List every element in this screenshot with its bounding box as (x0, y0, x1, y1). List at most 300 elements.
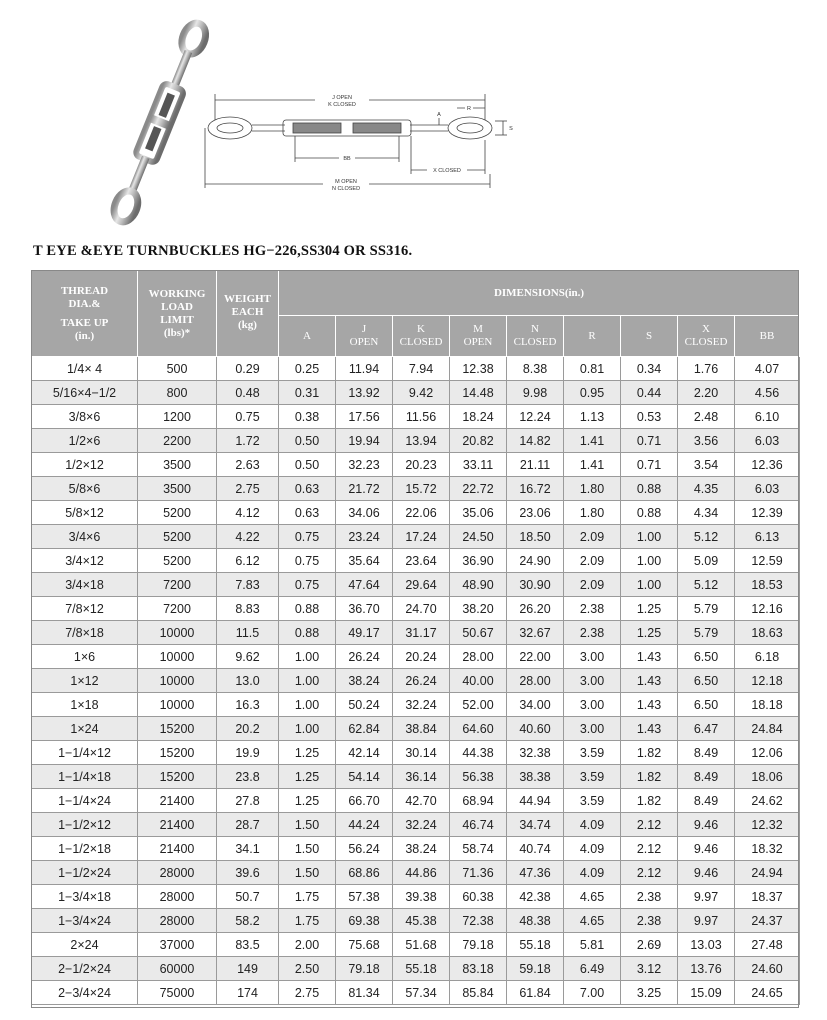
cell-m-open: 33.11 (450, 453, 507, 477)
cell-j-open: 81.34 (336, 981, 393, 1005)
cell-k-closed: 17.24 (393, 525, 450, 549)
cell-weight: 13.0 (217, 669, 279, 693)
cell-weight: 4.12 (217, 501, 279, 525)
cell-s: 2.12 (621, 837, 678, 861)
header-weight: WEIGHT EACH (kg) (217, 271, 279, 357)
cell-k-closed: 20.23 (393, 453, 450, 477)
cell-a: 0.75 (279, 573, 336, 597)
cell-r: 3.00 (564, 717, 621, 741)
cell-k-closed: 39.38 (393, 885, 450, 909)
cell-thread: 5/16×4−1/2 (32, 381, 138, 405)
cell-thread: 2−1/2×24 (32, 957, 138, 981)
cell-working-load-limit: 37000 (138, 933, 217, 957)
cell-thread: 1×6 (32, 645, 138, 669)
header-m-open: M OPEN (450, 316, 507, 357)
cell-x-closed: 13.03 (678, 933, 735, 957)
cell-n-closed: 38.38 (507, 765, 564, 789)
cell-a: 1.00 (279, 693, 336, 717)
cell-m-open: 36.90 (450, 549, 507, 573)
cell-j-open: 32.23 (336, 453, 393, 477)
table-row (32, 717, 800, 741)
cell-n-closed: 42.38 (507, 885, 564, 909)
cell-j-open: 38.24 (336, 669, 393, 693)
cell-bb: 6.03 (735, 429, 800, 453)
label-r: R (467, 106, 471, 112)
cell-bb: 24.94 (735, 861, 800, 885)
cell-weight: 149 (217, 957, 279, 981)
cell-bb: 12.16 (735, 597, 800, 621)
cell-s: 1.00 (621, 525, 678, 549)
cell-a: 2.75 (279, 981, 336, 1005)
cell-working-load-limit: 28000 (138, 909, 217, 933)
cell-r: 1.41 (564, 429, 621, 453)
cell-k-closed: 22.06 (393, 501, 450, 525)
cell-x-closed: 9.97 (678, 909, 735, 933)
table-row (32, 621, 800, 645)
cell-weight: 34.1 (217, 837, 279, 861)
cell-k-closed: 45.38 (393, 909, 450, 933)
cell-k-closed: 15.72 (393, 477, 450, 501)
cell-r: 3.00 (564, 669, 621, 693)
cell-r: 5.81 (564, 933, 621, 957)
cell-m-open: 68.94 (450, 789, 507, 813)
cell-working-load-limit: 500 (138, 357, 217, 381)
cell-thread: 2−3/4×24 (32, 981, 138, 1005)
cell-s: 2.12 (621, 861, 678, 885)
cell-n-closed: 55.18 (507, 933, 564, 957)
cell-working-load-limit: 28000 (138, 861, 217, 885)
cell-thread: 3/4×12 (32, 549, 138, 573)
header-a: A (279, 316, 336, 357)
cell-m-open: 40.00 (450, 669, 507, 693)
cell-bb: 24.84 (735, 717, 800, 741)
cell-m-open: 44.38 (450, 741, 507, 765)
cell-n-closed: 40.60 (507, 717, 564, 741)
cell-weight: 83.5 (217, 933, 279, 957)
cell-thread: 5/8×6 (32, 477, 138, 501)
cell-bb: 27.48 (735, 933, 800, 957)
cell-k-closed: 30.14 (393, 741, 450, 765)
cell-thread: 1/4× 4 (32, 357, 138, 381)
cell-bb: 12.59 (735, 549, 800, 573)
cell-m-open: 58.74 (450, 837, 507, 861)
cell-k-closed: 57.34 (393, 981, 450, 1005)
cell-working-load-limit: 1200 (138, 405, 217, 429)
cell-bb: 18.06 (735, 765, 800, 789)
cell-x-closed: 8.49 (678, 741, 735, 765)
cell-r: 1.80 (564, 501, 621, 525)
cell-bb: 6.18 (735, 645, 800, 669)
label-k-closed: K CLOSED (328, 102, 356, 108)
table-row (32, 477, 800, 501)
header-working-load-limit: WORKING LOAD LIMIT (lbs)* (138, 271, 217, 357)
cell-x-closed: 8.49 (678, 765, 735, 789)
cell-thread: 1×18 (32, 693, 138, 717)
cell-bb: 4.07 (735, 357, 800, 381)
cell-s: 0.88 (621, 501, 678, 525)
cell-thread: 7/8×12 (32, 597, 138, 621)
cell-thread: 1/2×6 (32, 429, 138, 453)
cell-r: 1.41 (564, 453, 621, 477)
cell-s: 0.44 (621, 381, 678, 405)
cell-s: 1.00 (621, 549, 678, 573)
cell-thread: 3/8×6 (32, 405, 138, 429)
cell-working-load-limit: 3500 (138, 453, 217, 477)
cell-m-open: 14.48 (450, 381, 507, 405)
cell-x-closed: 4.35 (678, 477, 735, 501)
cell-k-closed: 38.84 (393, 717, 450, 741)
cell-weight: 6.12 (217, 549, 279, 573)
cell-r: 0.95 (564, 381, 621, 405)
cell-k-closed: 36.14 (393, 765, 450, 789)
cell-j-open: 69.38 (336, 909, 393, 933)
table-row (32, 741, 800, 765)
cell-m-open: 72.38 (450, 909, 507, 933)
cell-r: 3.59 (564, 741, 621, 765)
cell-a: 1.25 (279, 741, 336, 765)
cell-working-load-limit: 7200 (138, 597, 217, 621)
cell-a: 1.00 (279, 669, 336, 693)
cell-bb: 12.06 (735, 741, 800, 765)
cell-x-closed: 2.20 (678, 381, 735, 405)
cell-thread: 1/2×12 (32, 453, 138, 477)
cell-m-open: 56.38 (450, 765, 507, 789)
cell-k-closed: 13.94 (393, 429, 450, 453)
cell-n-closed: 26.20 (507, 597, 564, 621)
cell-n-closed: 61.84 (507, 981, 564, 1005)
cell-k-closed: 32.24 (393, 693, 450, 717)
cell-n-closed: 47.36 (507, 861, 564, 885)
cell-x-closed: 9.46 (678, 861, 735, 885)
cell-working-load-limit: 15200 (138, 717, 217, 741)
table-row (32, 381, 800, 405)
cell-k-closed: 24.70 (393, 597, 450, 621)
cell-r: 3.00 (564, 693, 621, 717)
cell-a: 0.38 (279, 405, 336, 429)
cell-s: 1.43 (621, 669, 678, 693)
cell-s: 2.12 (621, 813, 678, 837)
cell-bb: 6.13 (735, 525, 800, 549)
cell-r: 7.00 (564, 981, 621, 1005)
cell-bb: 24.65 (735, 981, 800, 1005)
table-row (32, 597, 800, 621)
cell-x-closed: 1.76 (678, 357, 735, 381)
cell-k-closed: 20.24 (393, 645, 450, 669)
cell-working-load-limit: 75000 (138, 981, 217, 1005)
table-row (32, 837, 800, 861)
cell-working-load-limit: 5200 (138, 549, 217, 573)
cell-j-open: 21.72 (336, 477, 393, 501)
cell-s: 2.38 (621, 885, 678, 909)
table-row (32, 405, 800, 429)
cell-r: 1.13 (564, 405, 621, 429)
cell-thread: 1−1/4×24 (32, 789, 138, 813)
cell-a: 1.75 (279, 885, 336, 909)
cell-n-closed: 48.38 (507, 909, 564, 933)
cell-weight: 58.2 (217, 909, 279, 933)
cell-x-closed: 3.56 (678, 429, 735, 453)
label-s: S (509, 126, 513, 132)
cell-a: 1.50 (279, 837, 336, 861)
cell-n-closed: 21.11 (507, 453, 564, 477)
cell-j-open: 54.14 (336, 765, 393, 789)
cell-j-open: 36.70 (336, 597, 393, 621)
cell-n-closed: 30.90 (507, 573, 564, 597)
cell-k-closed: 42.70 (393, 789, 450, 813)
cell-s: 1.25 (621, 597, 678, 621)
label-m-open: M OPEN (335, 179, 357, 185)
cell-x-closed: 9.97 (678, 885, 735, 909)
cell-m-open: 24.50 (450, 525, 507, 549)
cell-s: 1.82 (621, 741, 678, 765)
cell-k-closed: 32.24 (393, 813, 450, 837)
cell-x-closed: 8.49 (678, 789, 735, 813)
cell-working-load-limit: 800 (138, 381, 217, 405)
cell-k-closed: 51.68 (393, 933, 450, 957)
cell-n-closed: 8.38 (507, 357, 564, 381)
cell-r: 2.38 (564, 597, 621, 621)
cell-r: 4.09 (564, 861, 621, 885)
cell-working-load-limit: 10000 (138, 645, 217, 669)
dimension-diagram (195, 80, 535, 195)
cell-weight: 16.3 (217, 693, 279, 717)
cell-working-load-limit: 28000 (138, 885, 217, 909)
cell-m-open: 48.90 (450, 573, 507, 597)
cell-j-open: 11.94 (336, 357, 393, 381)
cell-n-closed: 40.74 (507, 837, 564, 861)
cell-r: 2.38 (564, 621, 621, 645)
table-row (32, 909, 800, 933)
cell-r: 1.80 (564, 477, 621, 501)
header-s: S (621, 316, 678, 357)
cell-bb: 18.32 (735, 837, 800, 861)
cell-thread: 1−3/4×18 (32, 885, 138, 909)
cell-k-closed: 55.18 (393, 957, 450, 981)
header-dimensions: DIMENSIONS(in.) (279, 271, 800, 316)
cell-weight: 0.75 (217, 405, 279, 429)
cell-bb: 18.53 (735, 573, 800, 597)
cell-j-open: 42.14 (336, 741, 393, 765)
cell-n-closed: 34.00 (507, 693, 564, 717)
cell-bb: 18.63 (735, 621, 800, 645)
cell-m-open: 79.18 (450, 933, 507, 957)
table-row (32, 861, 800, 885)
cell-n-closed: 44.94 (507, 789, 564, 813)
cell-s: 2.69 (621, 933, 678, 957)
cell-j-open: 35.64 (336, 549, 393, 573)
cell-k-closed: 7.94 (393, 357, 450, 381)
table-row (32, 501, 800, 525)
cell-thread: 1×24 (32, 717, 138, 741)
cell-n-closed: 32.67 (507, 621, 564, 645)
cell-bb: 6.10 (735, 405, 800, 429)
cell-j-open: 49.17 (336, 621, 393, 645)
cell-thread: 2×24 (32, 933, 138, 957)
cell-n-closed: 12.24 (507, 405, 564, 429)
cell-x-closed: 5.12 (678, 573, 735, 597)
cell-m-open: 64.60 (450, 717, 507, 741)
cell-k-closed: 29.64 (393, 573, 450, 597)
label-x-closed: X CLOSED (433, 168, 461, 174)
cell-a: 0.50 (279, 453, 336, 477)
header-bb: BB (735, 316, 800, 357)
cell-x-closed: 6.50 (678, 693, 735, 717)
cell-x-closed: 6.47 (678, 717, 735, 741)
cell-working-load-limit: 3500 (138, 477, 217, 501)
cell-bb: 12.36 (735, 453, 800, 477)
cell-r: 3.59 (564, 789, 621, 813)
cell-thread: 7/8×18 (32, 621, 138, 645)
header-thread: THREAD DIA.& TAKE UP (in.) (32, 271, 138, 357)
table-row (32, 453, 800, 477)
cell-a: 1.25 (279, 765, 336, 789)
cell-weight: 27.8 (217, 789, 279, 813)
header-k-closed: K CLOSED (393, 316, 450, 357)
cell-j-open: 13.92 (336, 381, 393, 405)
cell-m-open: 35.06 (450, 501, 507, 525)
cell-j-open: 44.24 (336, 813, 393, 837)
table-row (32, 981, 800, 1005)
label-bb: BB (343, 156, 351, 162)
cell-j-open: 23.24 (336, 525, 393, 549)
page-title: T EYE &EYE TURNBUCKLES HG−226,SS304 OR SS316. (33, 243, 413, 259)
cell-weight: 28.7 (217, 813, 279, 837)
cell-k-closed: 23.64 (393, 549, 450, 573)
cell-x-closed: 13.76 (678, 957, 735, 981)
cell-x-closed: 9.46 (678, 837, 735, 861)
cell-r: 2.09 (564, 573, 621, 597)
header-x-closed: X CLOSED (678, 316, 735, 357)
cell-weight: 7.83 (217, 573, 279, 597)
cell-m-open: 83.18 (450, 957, 507, 981)
cell-j-open: 62.84 (336, 717, 393, 741)
cell-bb: 4.56 (735, 381, 800, 405)
cell-weight: 1.72 (217, 429, 279, 453)
table-row (32, 693, 800, 717)
cell-k-closed: 11.56 (393, 405, 450, 429)
cell-a: 0.25 (279, 357, 336, 381)
label-j-open: J OPEN (332, 95, 352, 101)
cell-s: 3.12 (621, 957, 678, 981)
cell-a: 0.88 (279, 621, 336, 645)
cell-weight: 19.9 (217, 741, 279, 765)
cell-r: 4.09 (564, 813, 621, 837)
cell-a: 1.25 (279, 789, 336, 813)
cell-a: 1.50 (279, 861, 336, 885)
cell-s: 0.53 (621, 405, 678, 429)
cell-weight: 2.75 (217, 477, 279, 501)
cell-x-closed: 5.09 (678, 549, 735, 573)
cell-x-closed: 5.79 (678, 597, 735, 621)
cell-a: 1.00 (279, 717, 336, 741)
cell-a: 0.31 (279, 381, 336, 405)
cell-m-open: 12.38 (450, 357, 507, 381)
cell-x-closed: 4.34 (678, 501, 735, 525)
cell-a: 0.75 (279, 549, 336, 573)
cell-a: 0.63 (279, 477, 336, 501)
header-n-closed: N CLOSED (507, 316, 564, 357)
table-row (32, 357, 800, 381)
cell-r: 2.09 (564, 549, 621, 573)
table-row (32, 813, 800, 837)
cell-bb: 12.39 (735, 501, 800, 525)
cell-r: 4.65 (564, 909, 621, 933)
cell-weight: 50.7 (217, 885, 279, 909)
cell-s: 0.71 (621, 453, 678, 477)
cell-n-closed: 22.00 (507, 645, 564, 669)
table-row (32, 645, 800, 669)
cell-r: 3.59 (564, 765, 621, 789)
cell-k-closed: 44.86 (393, 861, 450, 885)
cell-j-open: 75.68 (336, 933, 393, 957)
cell-a: 2.50 (279, 957, 336, 981)
cell-thread: 3/4×18 (32, 573, 138, 597)
cell-weight: 39.6 (217, 861, 279, 885)
cell-x-closed: 5.12 (678, 525, 735, 549)
cell-working-load-limit: 10000 (138, 693, 217, 717)
header-j-open: J OPEN (336, 316, 393, 357)
cell-n-closed: 14.82 (507, 429, 564, 453)
cell-x-closed: 6.50 (678, 669, 735, 693)
cell-r: 4.65 (564, 885, 621, 909)
cell-j-open: 68.86 (336, 861, 393, 885)
cell-s: 1.43 (621, 693, 678, 717)
cell-weight: 0.29 (217, 357, 279, 381)
cell-n-closed: 9.98 (507, 381, 564, 405)
table-row (32, 957, 800, 981)
cell-r: 2.09 (564, 525, 621, 549)
cell-j-open: 57.38 (336, 885, 393, 909)
cell-n-closed: 23.06 (507, 501, 564, 525)
cell-weight: 0.48 (217, 381, 279, 405)
cell-working-load-limit: 5200 (138, 501, 217, 525)
cell-thread: 1−1/4×18 (32, 765, 138, 789)
table-body (32, 357, 800, 1005)
cell-m-open: 50.67 (450, 621, 507, 645)
cell-k-closed: 31.17 (393, 621, 450, 645)
cell-x-closed: 3.54 (678, 453, 735, 477)
cell-weight: 20.2 (217, 717, 279, 741)
cell-bb: 12.18 (735, 669, 800, 693)
cell-s: 1.43 (621, 717, 678, 741)
cell-a: 1.00 (279, 645, 336, 669)
specification-table (31, 270, 800, 1005)
cell-k-closed: 9.42 (393, 381, 450, 405)
cell-m-open: 60.38 (450, 885, 507, 909)
cell-working-load-limit: 21400 (138, 837, 217, 861)
cell-x-closed: 5.79 (678, 621, 735, 645)
cell-working-load-limit: 21400 (138, 789, 217, 813)
cell-weight: 2.63 (217, 453, 279, 477)
illustration-area (0, 0, 827, 240)
table-row (32, 765, 800, 789)
cell-thread: 3/4×6 (32, 525, 138, 549)
cell-thread: 1−3/4×24 (32, 909, 138, 933)
label-a: A (437, 112, 441, 118)
cell-j-open: 66.70 (336, 789, 393, 813)
cell-weight: 9.62 (217, 645, 279, 669)
cell-n-closed: 16.72 (507, 477, 564, 501)
cell-working-load-limit: 15200 (138, 741, 217, 765)
table-row (32, 429, 800, 453)
cell-s: 2.38 (621, 909, 678, 933)
cell-working-load-limit: 10000 (138, 621, 217, 645)
cell-n-closed: 24.90 (507, 549, 564, 573)
cell-n-closed: 32.38 (507, 741, 564, 765)
cell-s: 1.00 (621, 573, 678, 597)
label-n-closed: N CLOSED (331, 186, 361, 192)
cell-a: 0.75 (279, 525, 336, 549)
